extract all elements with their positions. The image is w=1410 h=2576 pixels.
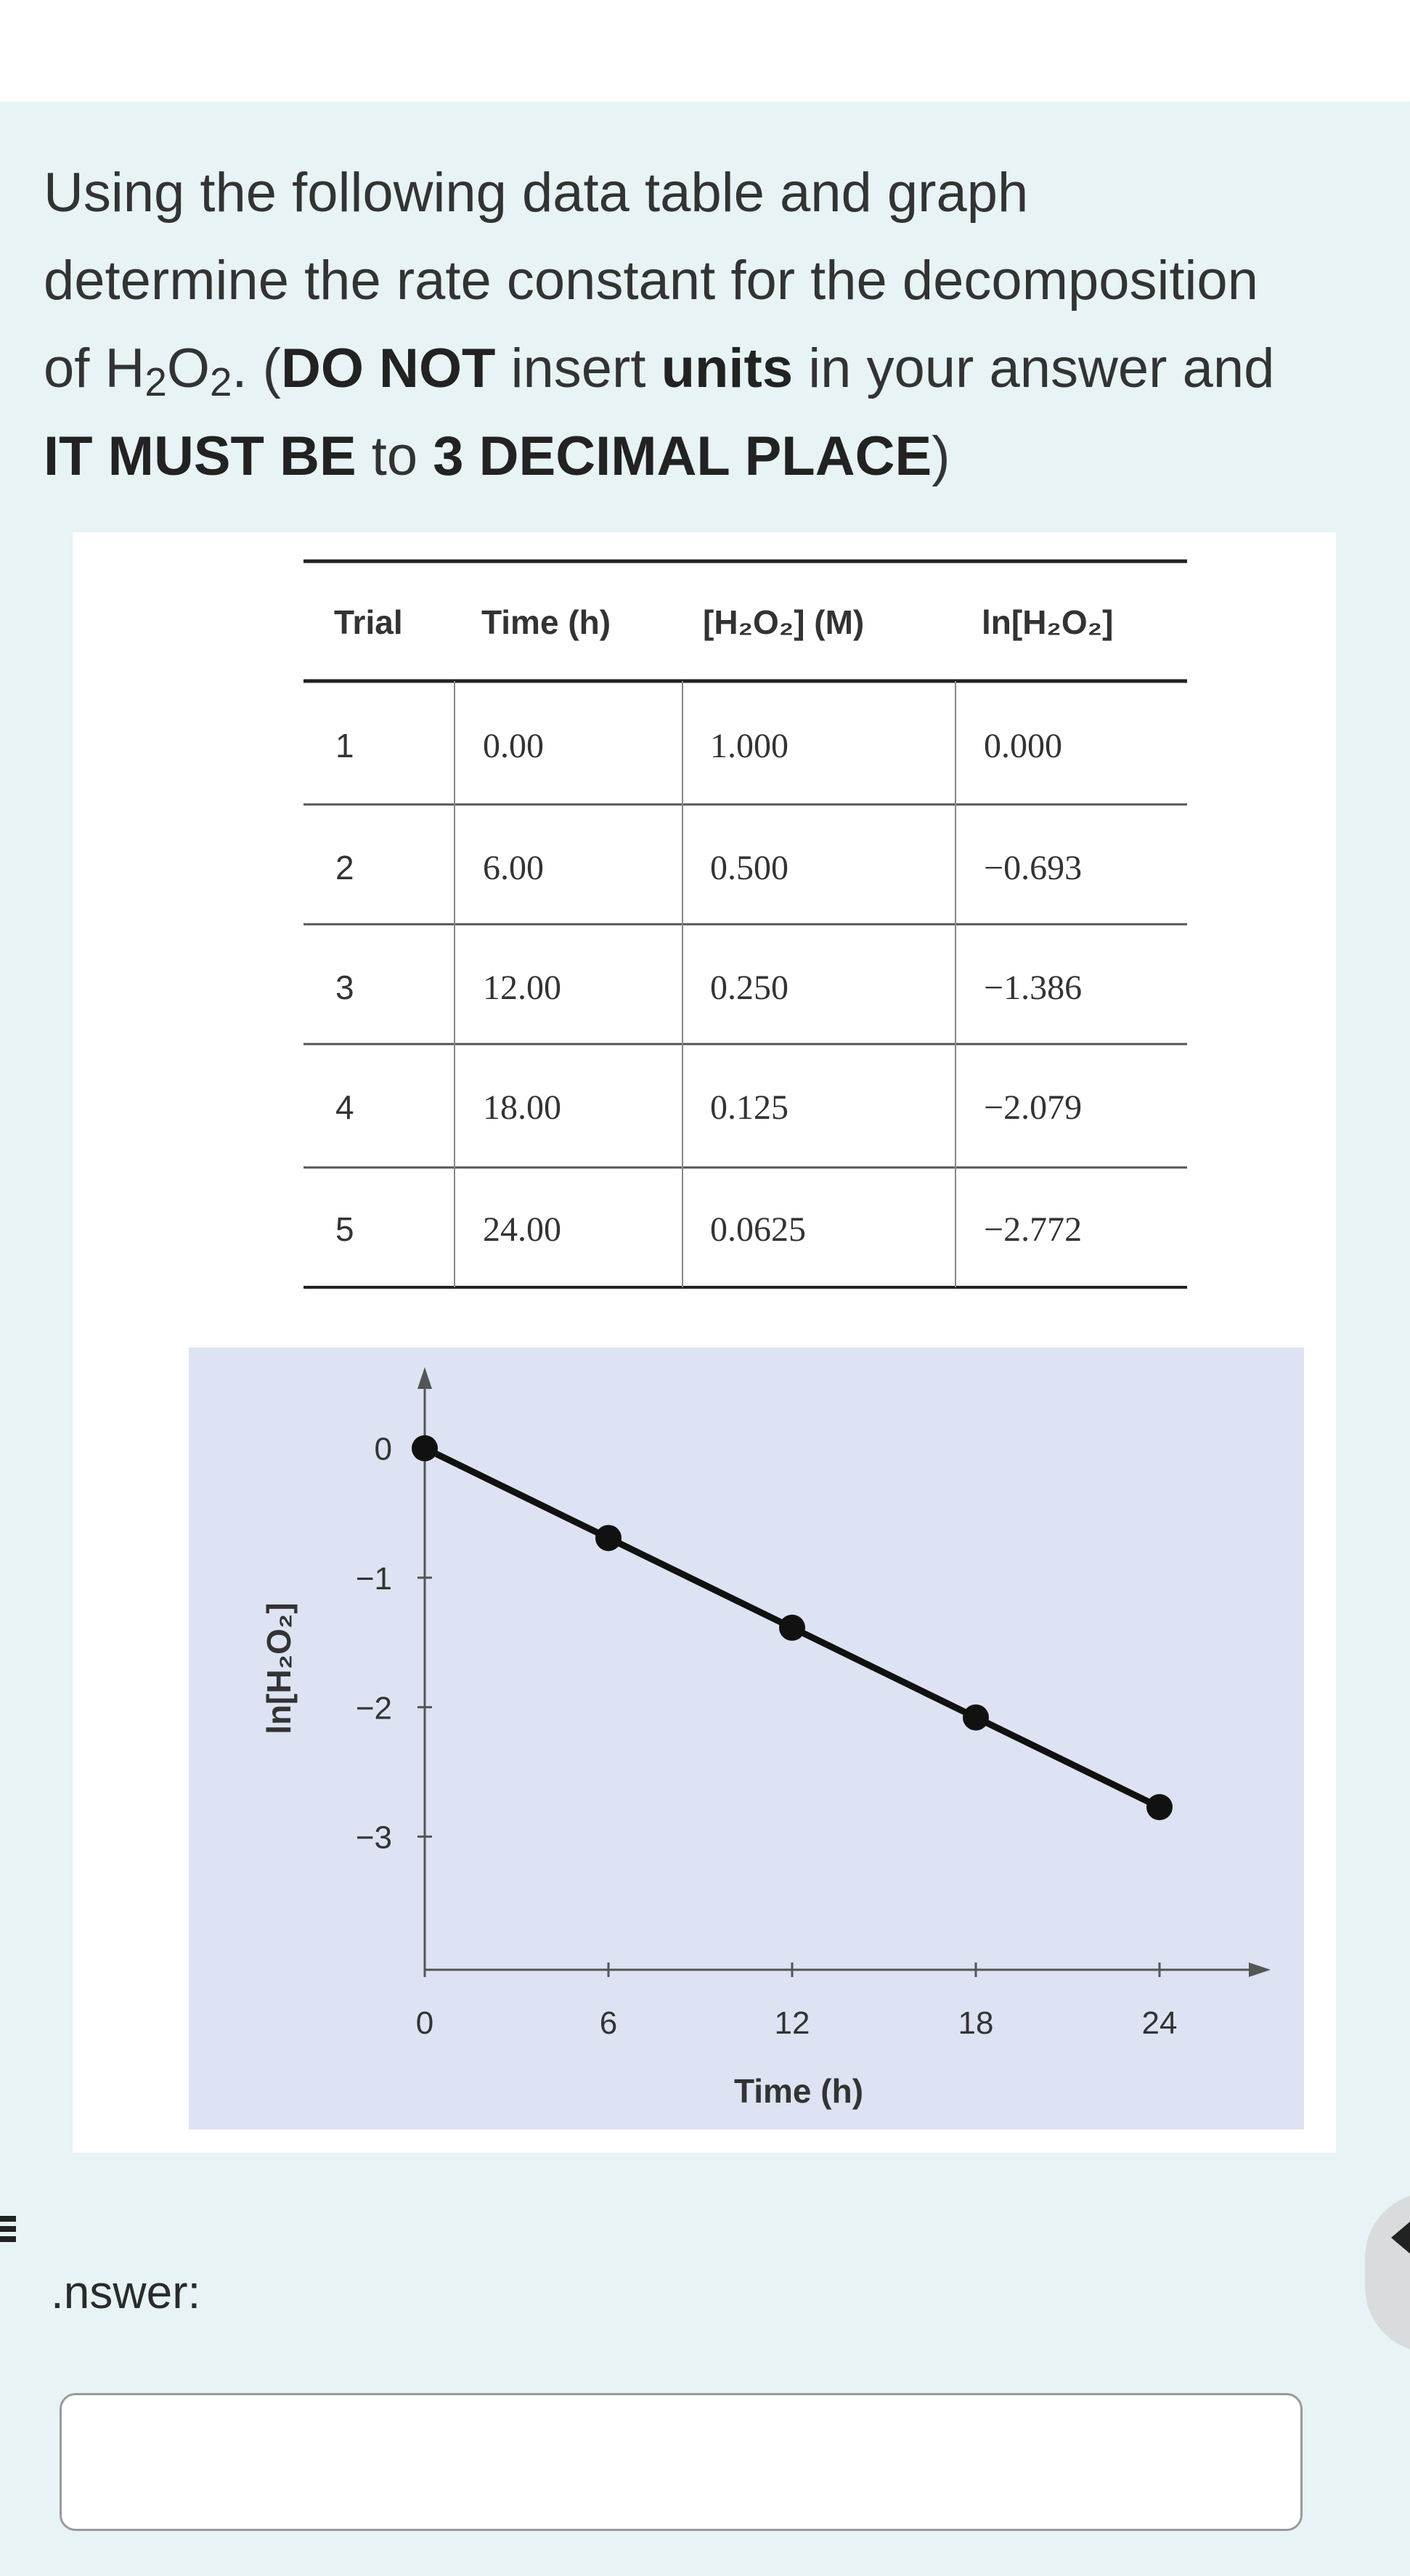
question-text-close: ) [932, 425, 950, 487]
menu-icon[interactable] [0, 2216, 16, 2254]
table-cell-trial: 3 [335, 969, 354, 1006]
table-header-trial: Trial [334, 603, 403, 641]
table-header-time: Time (h) [481, 603, 611, 641]
table-cell-trial: 2 [335, 849, 354, 886]
answer-label: .nswer: [51, 2266, 201, 2318]
x-tick-label: 24 [1141, 2005, 1178, 2041]
table-cell-time: 18.00 [483, 1088, 561, 1127]
table-cell-concentration: 0.0625 [710, 1210, 806, 1249]
question-line-3 [44, 325, 1380, 412]
subscript-2: 2 [144, 359, 167, 405]
question-emphasis-units: units [661, 338, 794, 399]
y-tick-label: −2 [355, 1690, 392, 1727]
table-header-concentration: [H₂O₂] (M) [703, 603, 865, 641]
x-tick-label: 6 [599, 2005, 618, 2041]
x-tick-label: 18 [958, 2005, 994, 2041]
table-cell-trial: 4 [335, 1088, 354, 1126]
x-tick-label: 0 [415, 2005, 434, 2041]
table-cell-ln: −0.693 [984, 849, 1083, 887]
question-text-punct: . ( [232, 338, 281, 399]
question-text-rest: in your answer and [793, 338, 1275, 399]
question-text-of: of H [44, 338, 145, 399]
question-text-o: O [166, 338, 210, 399]
table-cell-ln: −2.079 [984, 1088, 1083, 1127]
data-point [595, 1525, 622, 1551]
question-line-2: determine the rate constant for the decomposition [44, 250, 1258, 311]
ln-concentration-vs-time-chart [73, 532, 1336, 2153]
data-point [412, 1435, 438, 1462]
table-cell-ln: 0.000 [984, 727, 1062, 765]
question-text-insert: insert [495, 338, 661, 399]
question-emphasis-must: IT MUST BE [44, 425, 356, 487]
x-tick-label: 12 [774, 2005, 810, 2041]
y-tick-label: −1 [355, 1561, 392, 1597]
data-point [1146, 1794, 1173, 1820]
table-cell-concentration: 1.000 [710, 727, 788, 765]
table-cell-time: 6.00 [483, 849, 544, 887]
table-cell-trial: 1 [335, 727, 354, 765]
table-cell-concentration: 0.250 [710, 969, 788, 1007]
table-cell-time: 0.00 [483, 727, 544, 765]
plot-background [189, 1348, 1304, 2129]
question-text-to: to [356, 425, 433, 487]
y-tick-label: 0 [374, 1431, 392, 1467]
question-text [44, 149, 1380, 500]
chevron-left-icon [1391, 2222, 1410, 2254]
question-emphasis-decimal-places: 3 DECIMAL PLACE [433, 425, 932, 487]
table-cell-time: 12.00 [483, 969, 561, 1007]
data-point [779, 1615, 805, 1641]
subscript-2: 2 [209, 359, 232, 405]
question-emphasis-do-not: DO NOT [280, 338, 496, 399]
data-point [963, 1704, 989, 1730]
question-line-4 [44, 412, 1380, 500]
answer-input[interactable] [60, 2393, 1303, 2531]
table-cell-ln: −2.772 [984, 1210, 1083, 1249]
y-tick-label: −3 [355, 1819, 392, 1856]
table-cell-ln: −1.386 [984, 969, 1083, 1007]
table-cell-trial: 5 [335, 1210, 354, 1248]
table-cell-concentration: 0.125 [710, 1088, 788, 1127]
question-line-1: Using the following data table and graph [44, 162, 1029, 224]
table-header-ln-concentration: ln[H₂O₂] [982, 603, 1114, 641]
y-axis-label: ln[H₂O₂] [260, 1602, 298, 1735]
x-axis-label: Time (h) [733, 2072, 864, 2110]
table-cell-concentration: 0.500 [710, 849, 788, 887]
table-cell-time: 24.00 [483, 1210, 561, 1249]
question-figure [73, 532, 1336, 2153]
